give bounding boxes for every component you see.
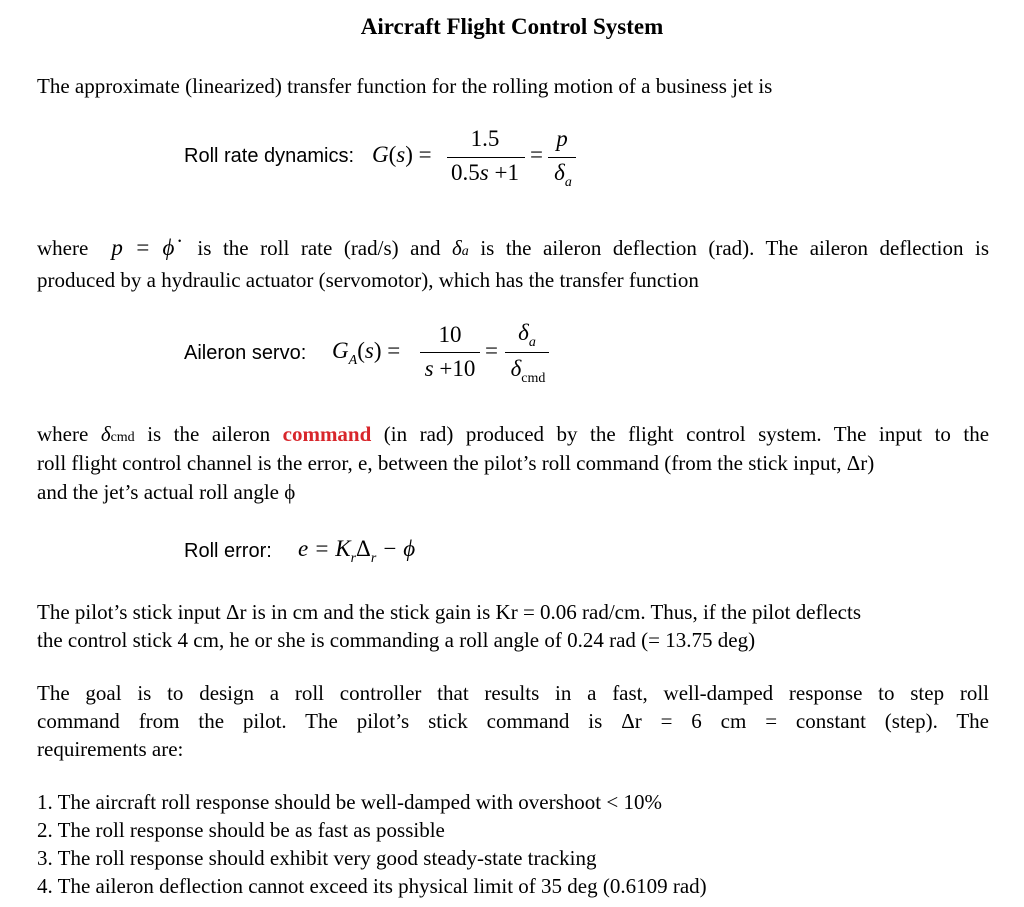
paragraph-stick-gain-line2: the control stick 4 cm, he or she is commanding a roll angle of 0.24 rad (= 13.75 deg) <box>37 628 756 652</box>
roll-rate-fraction-bar <box>447 157 525 158</box>
aileron-servo-fraction-bar-2 <box>505 352 549 353</box>
paragraph-stick-gain-line1: The pilot’s stick input Δr is in cm and the stick gain is Kr = 0.06 rad/cm. Thus, if the pilot deflects <box>37 600 861 624</box>
aileron-servo-fraction-bar <box>420 352 480 353</box>
paragraph-goal-line3: requirements are: <box>37 737 184 761</box>
requirement-item: 3. The roll response should exhibit very good steady-state tracking <box>37 846 597 870</box>
paragraph-command-definition: where δcmd is the aileron command (in rad) produced by the flight control system. The input to the <box>37 422 990 446</box>
roll-rate-lhs: G(s) = <box>372 142 432 167</box>
requirement-item: 4. The aileron deflection cannot exceed its physical limit of 35 deg (0.6109 rad) <box>37 874 707 898</box>
paragraph-command-line2: roll flight control channel is the error, e, between the pilot’s roll command (from the stick input, Δr) <box>37 451 875 475</box>
aileron-servo-label: Aileron servo: <box>184 342 307 364</box>
paragraph-goal-line1: The goal is to design a roll controller that results in a fast, well-damped response to step roll <box>37 681 989 705</box>
roll-rate-fraction-bar-2 <box>548 157 576 158</box>
aileron-servo-denominator: s +10 <box>424 356 476 381</box>
roll-rate-numerator-p: p <box>556 126 568 151</box>
roll-error-label: Roll error: <box>184 540 272 562</box>
roll-rate-denominator-delta: $\delta_a$ <box>554 160 572 190</box>
roll-error-expression: $e = K_r\Delta_r - \phi$ <box>298 536 416 566</box>
roll-rate-denominator: 0.5s +1 <box>451 160 519 185</box>
aileron-servo-lhs: $G_A(s)$ = <box>332 338 401 368</box>
paragraph-servo-intro: produced by a hydraulic actuator (servomotor), which has the transfer function <box>37 268 699 292</box>
aileron-servo-numerator: 10 <box>438 322 462 347</box>
requirements-list <box>37 788 707 900</box>
aileron-servo-equals: = <box>485 338 498 363</box>
aileron-servo-denominator-delta: $\delta_{cmd}$ <box>510 356 546 386</box>
paragraph-roll-rate-definition: where p = ϕ̇ is the roll rate (rad/s) and δa is the aileron deflection (rad). The aileron deflection is <box>37 235 990 260</box>
page-title: Aircraft Flight Control System <box>360 14 664 39</box>
aileron-servo-numerator-delta: $\delta_a$ <box>518 320 536 350</box>
roll-rate-equals: = <box>530 142 543 167</box>
roll-rate-numerator: 1.5 <box>470 126 500 151</box>
command-highlight: command <box>282 422 372 446</box>
requirement-item: 2. The roll response should be as fast as possible <box>37 818 445 842</box>
requirement-item: 1. The aircraft roll response should be well-damped with overshoot < 10% <box>37 790 662 814</box>
paragraph-goal-line2: command from the pilot. The pilot’s stick command is Δr = 6 cm = constant (step). The <box>37 709 989 733</box>
paragraph-command-line3: and the jet’s actual roll angle ϕ <box>37 480 296 504</box>
roll-rate-label: Roll rate dynamics: <box>184 145 355 167</box>
intro-paragraph: The approximate (linearized) transfer function for the rolling motion of a business jet is <box>37 74 773 98</box>
